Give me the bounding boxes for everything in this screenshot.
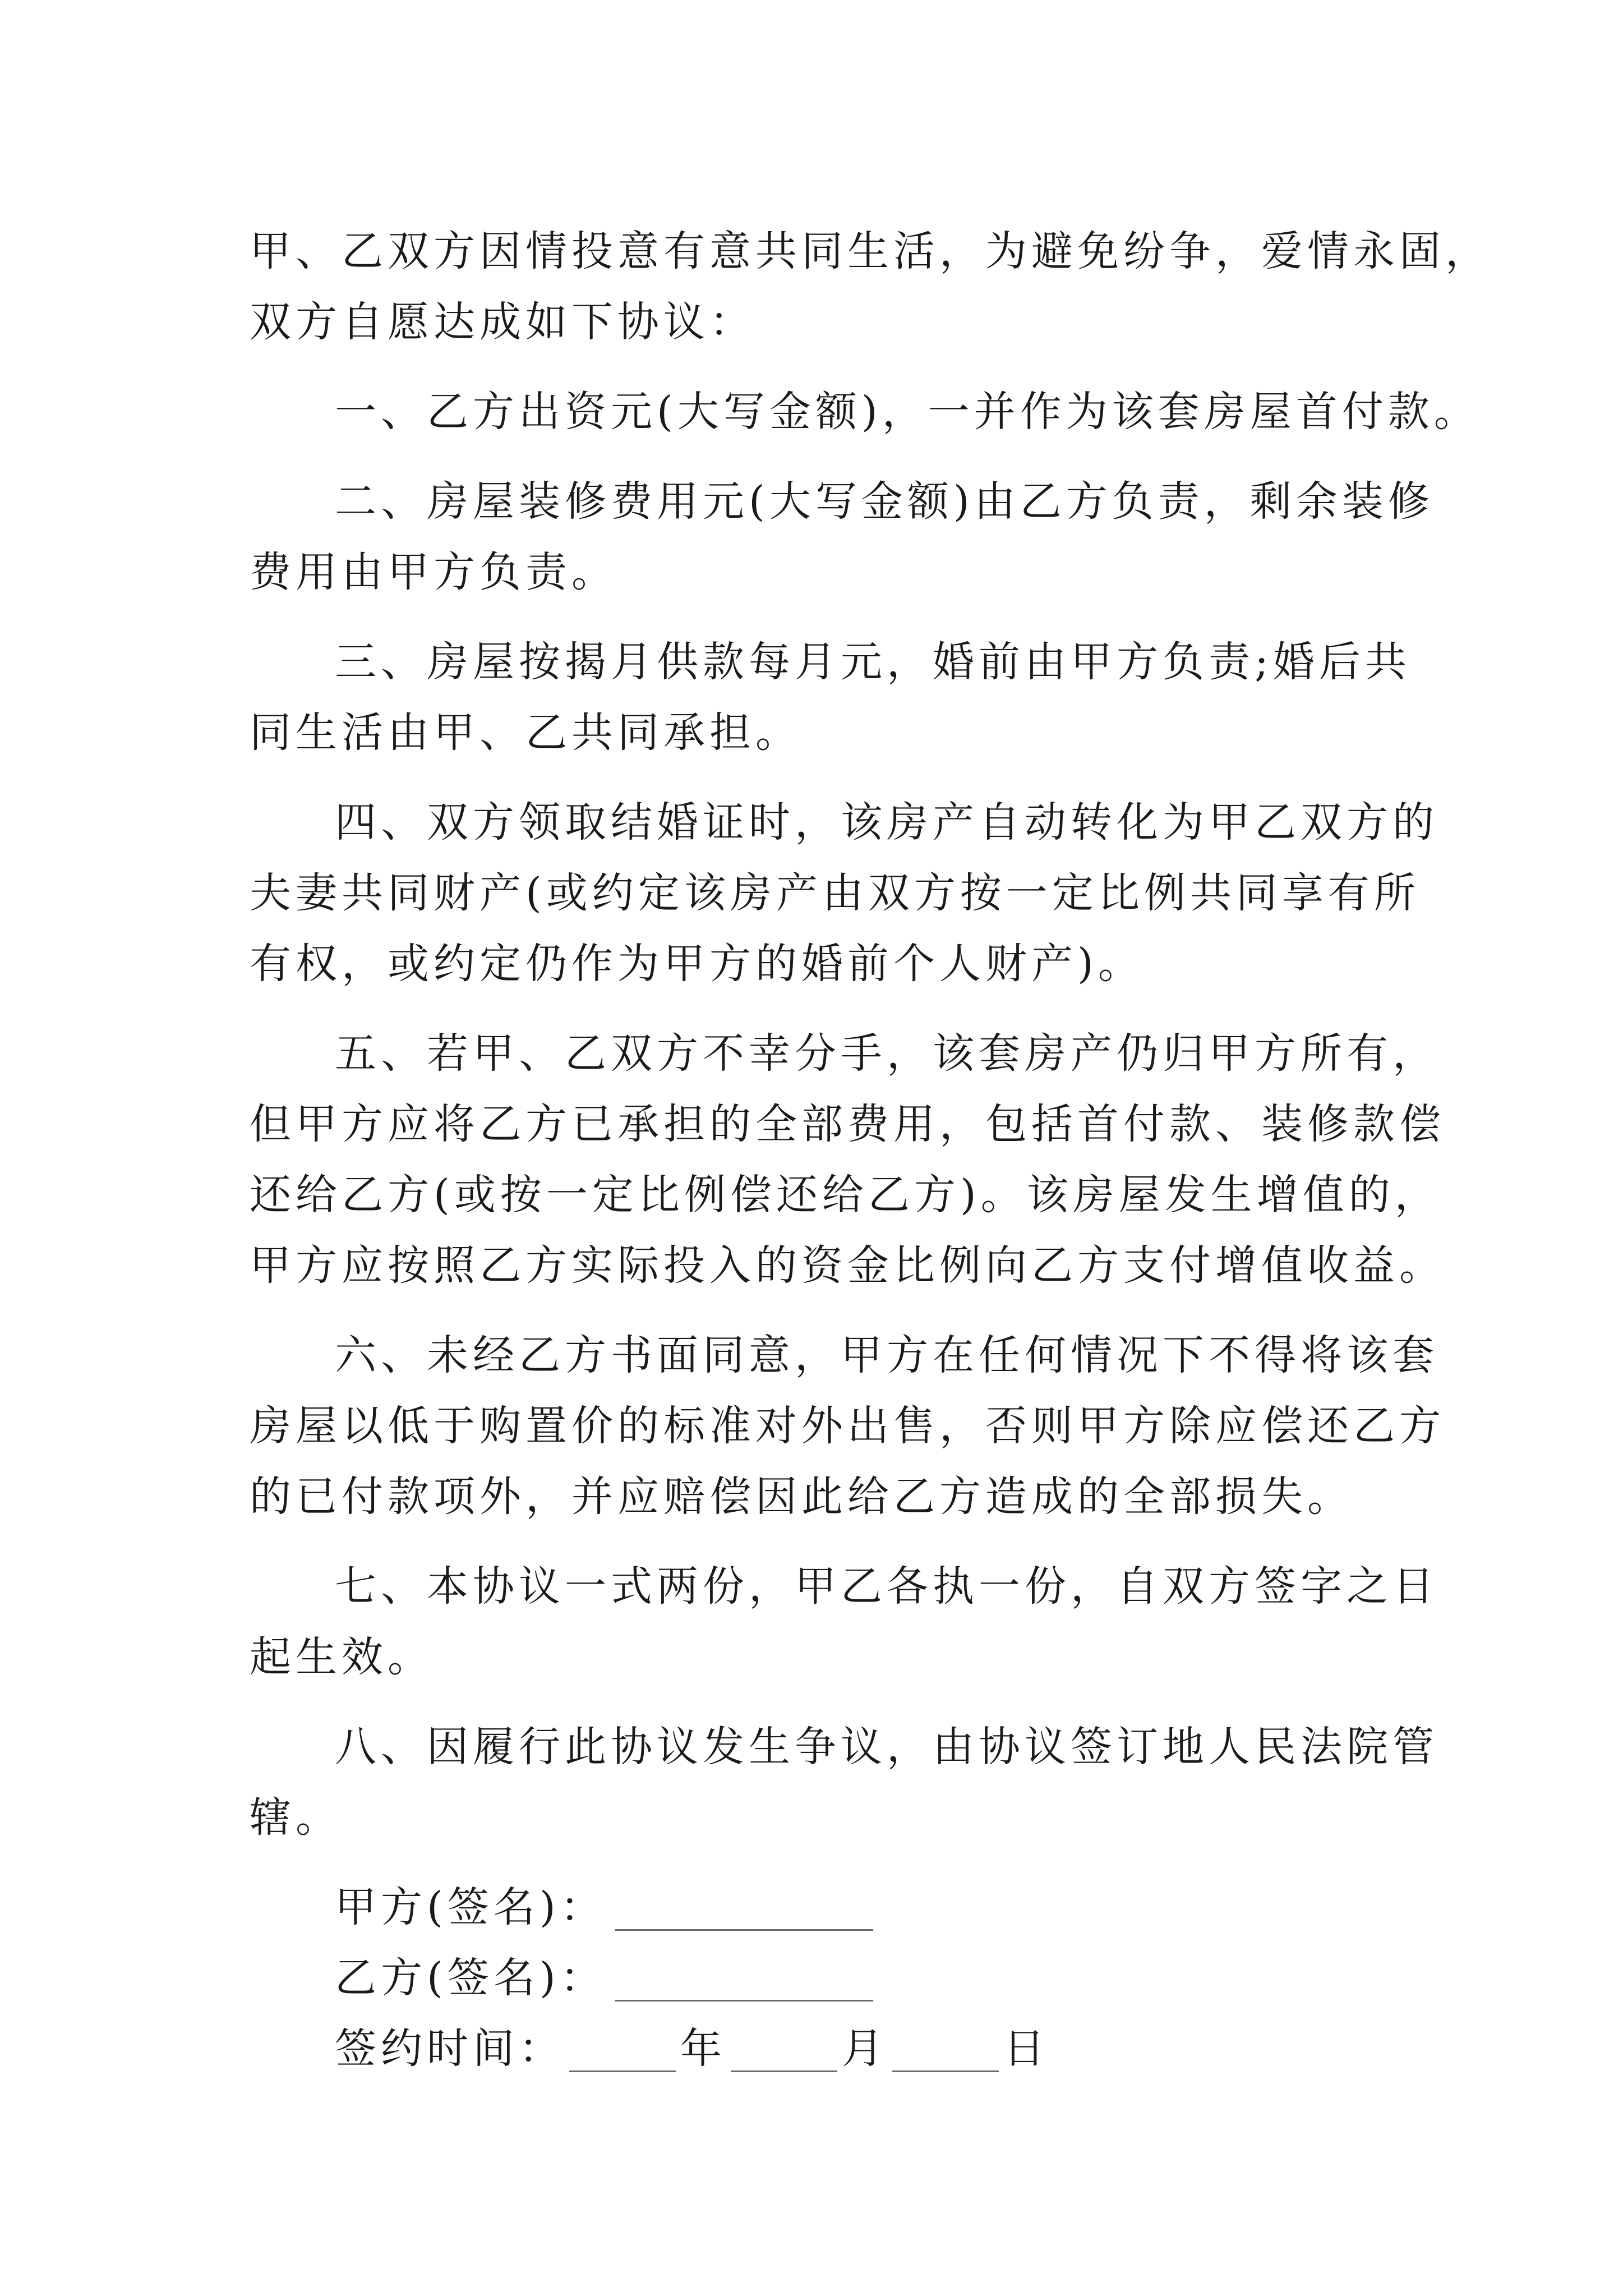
clause-4-line-2: 夫妻共同财产(或约定该房产由双方按一定比例共同享有所	[250, 869, 1420, 917]
party-b-signature-row	[250, 1943, 1394, 2013]
clause-3-line-2: 同生活由甲、乙共同承担。	[250, 708, 801, 757]
intro-line-2: 双方自愿达成如下协议：	[250, 298, 755, 346]
clause-8-line-2: 辖。	[250, 1793, 342, 1842]
signing-date-row	[250, 2013, 1394, 2084]
party-a-signature-blank	[615, 1895, 873, 1931]
clause-3-line-1: 三、房屋按揭月供款每月元，婚前由甲方负责;婚后共	[335, 638, 1411, 686]
party-a-signature-row	[250, 1872, 1394, 1943]
signing-date-label: 签约时间：	[335, 2024, 565, 2073]
clause-4-line-3: 有权，或约定仍作为甲方的婚前个人财产)。	[250, 940, 1144, 988]
clause-4-line-1: 四、双方领取结婚证时，该房产自动转化为甲乙双方的	[335, 798, 1438, 846]
clause-8-line-1: 八、因履行此协议发生争议，由协议签订地人民法院管	[335, 1723, 1438, 1771]
clause-6-line-2: 房屋以低于购置价的标准对外出售，否则甲方除应偿还乙方	[250, 1402, 1445, 1450]
year-label: 年	[680, 2024, 726, 2073]
party-a-label: 甲方(签名)：	[335, 1883, 606, 1931]
clause-2-line-2: 费用由甲方负责。	[250, 548, 617, 596]
clause-7-line-1: 七、本协议一式两份，甲乙各执一份，自双方签字之日	[335, 1562, 1438, 1611]
clause-5-line-3: 还给乙方(或按一定比例偿还给乙方)。该房屋发生增值的，	[250, 1171, 1441, 1219]
clause-5-line-2: 但甲方应将乙方已承担的全部费用，包括首付款、装修款偿	[250, 1100, 1445, 1148]
clause-6-line-3: 的已付款项外，并应赔偿因此给乙方造成的全部损失。	[250, 1473, 1353, 1521]
intro-line-1: 甲、乙双方因情投意有意共同生活，为避免纷争，爱情永固，	[250, 227, 1491, 275]
clause-7-line-2: 起生效。	[250, 1633, 434, 1681]
agreement-body	[250, 216, 1491, 2084]
month-blank	[731, 2037, 837, 2072]
day-blank	[892, 2037, 999, 2072]
party-b-signature-blank	[615, 1966, 873, 2001]
clause-5-line-1: 五、若甲、乙双方不幸分手，该套房产仍归甲方所有，	[335, 1029, 1438, 1078]
clause-6-line-1: 六、未经乙方书面同意，甲方在任何情况下不得将该套	[335, 1331, 1438, 1379]
month-label: 月	[842, 2024, 888, 2073]
signature-block	[250, 1872, 1394, 2084]
year-blank	[569, 2037, 676, 2072]
clause-1: 一、乙方出资元(大写金额)，一并作为该套房屋首付款。	[335, 388, 1480, 436]
clause-2-line-1: 二、房屋装修费用元(大写金额)由乙方负责，剩余装修	[335, 477, 1434, 526]
day-label: 日	[1003, 2024, 1049, 2073]
party-b-label: 乙方(签名)：	[335, 1954, 606, 2002]
clause-5-line-4: 甲方应按照乙方实际投入的资金比例向乙方支付增值收益。	[250, 1241, 1445, 1290]
